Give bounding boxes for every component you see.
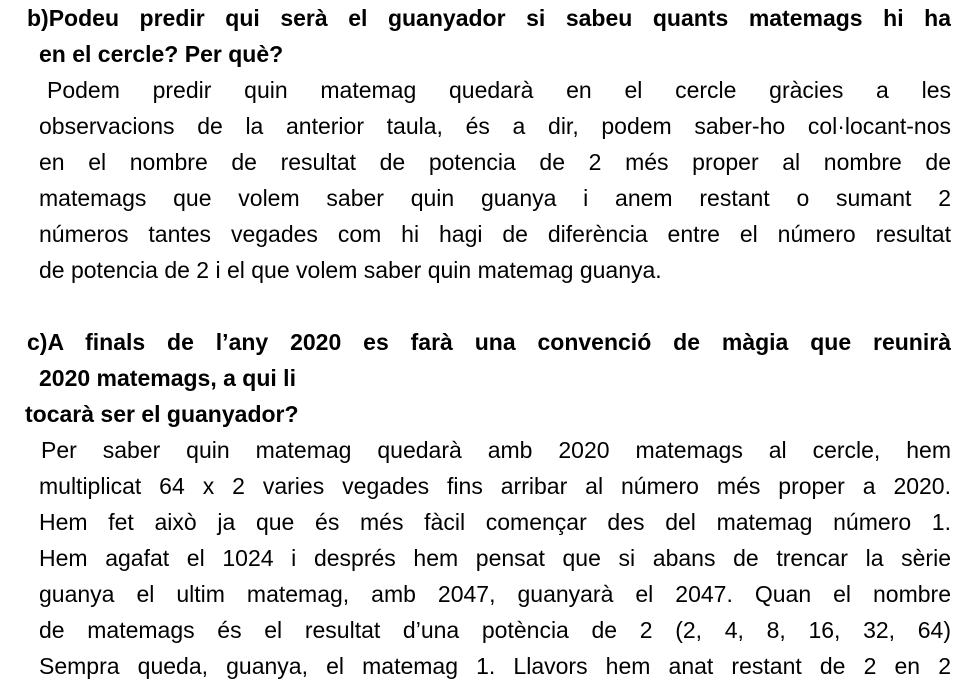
question-b-line-1: b)Podeu predir qui serà el guanyador si sabeu quants matemags hi ha [27, 5, 951, 31]
question-c-line-2: 2020 matemags, a qui li [39, 365, 296, 391]
answer-c-line-3: Hem fet això ja que és més fàcil començar des del matemag número 1. [39, 509, 951, 535]
answer-b-line-5: números tantes vegades com hi hagi de diferència entre el número resultat [39, 221, 951, 247]
answer-c-line-7: Sempra queda, guanya, el matemag 1. Llavors hem anat restant de 2 en 2 [39, 653, 951, 679]
answer-c-line-5: guanya el ultim matemag, amb 2047, guanyarà el 2047. Quan el nombre [39, 581, 951, 607]
answer-b-line-2: observacions de la anterior taula, és a dir, podem saber-ho col·locant-nos [39, 113, 951, 139]
answer-c-line-2: multiplicat 64 x 2 varies vegades fins arribar al número més proper a 2020. [39, 473, 951, 499]
question-c-line-1: c)A finals de l’any 2020 es farà una convenció de màgia que reunirà [27, 329, 951, 355]
question-c-line-3: tocarà ser el guanyador? [25, 401, 299, 427]
answer-b-line-6: de potencia de 2 i el que volem saber quin matemag guanya. [39, 257, 662, 283]
answer-b-line-3: en el nombre de resultat de potencia de 2 més proper al nombre de [39, 149, 951, 175]
answer-b-line-4: matemags que volem saber quin guanya i anem restant o sumant 2 [39, 185, 951, 211]
answer-b-line-1: Podem predir quin matemag quedarà en el cercle gràcies a les [47, 77, 951, 103]
answer-c-line-4: Hem agafat el 1024 i després hem pensat que si abans de trencar la sèrie [39, 545, 951, 571]
question-b-line-2: en el cercle? Per què? [39, 41, 284, 67]
answer-c-line-6: de matemags és el resultat d’una potència de 2 (2, 4, 8, 16, 32, 64) [39, 617, 951, 643]
answer-c-line-1: Per saber quin matemag quedarà amb 2020 matemags al cercle, hem [41, 437, 951, 463]
